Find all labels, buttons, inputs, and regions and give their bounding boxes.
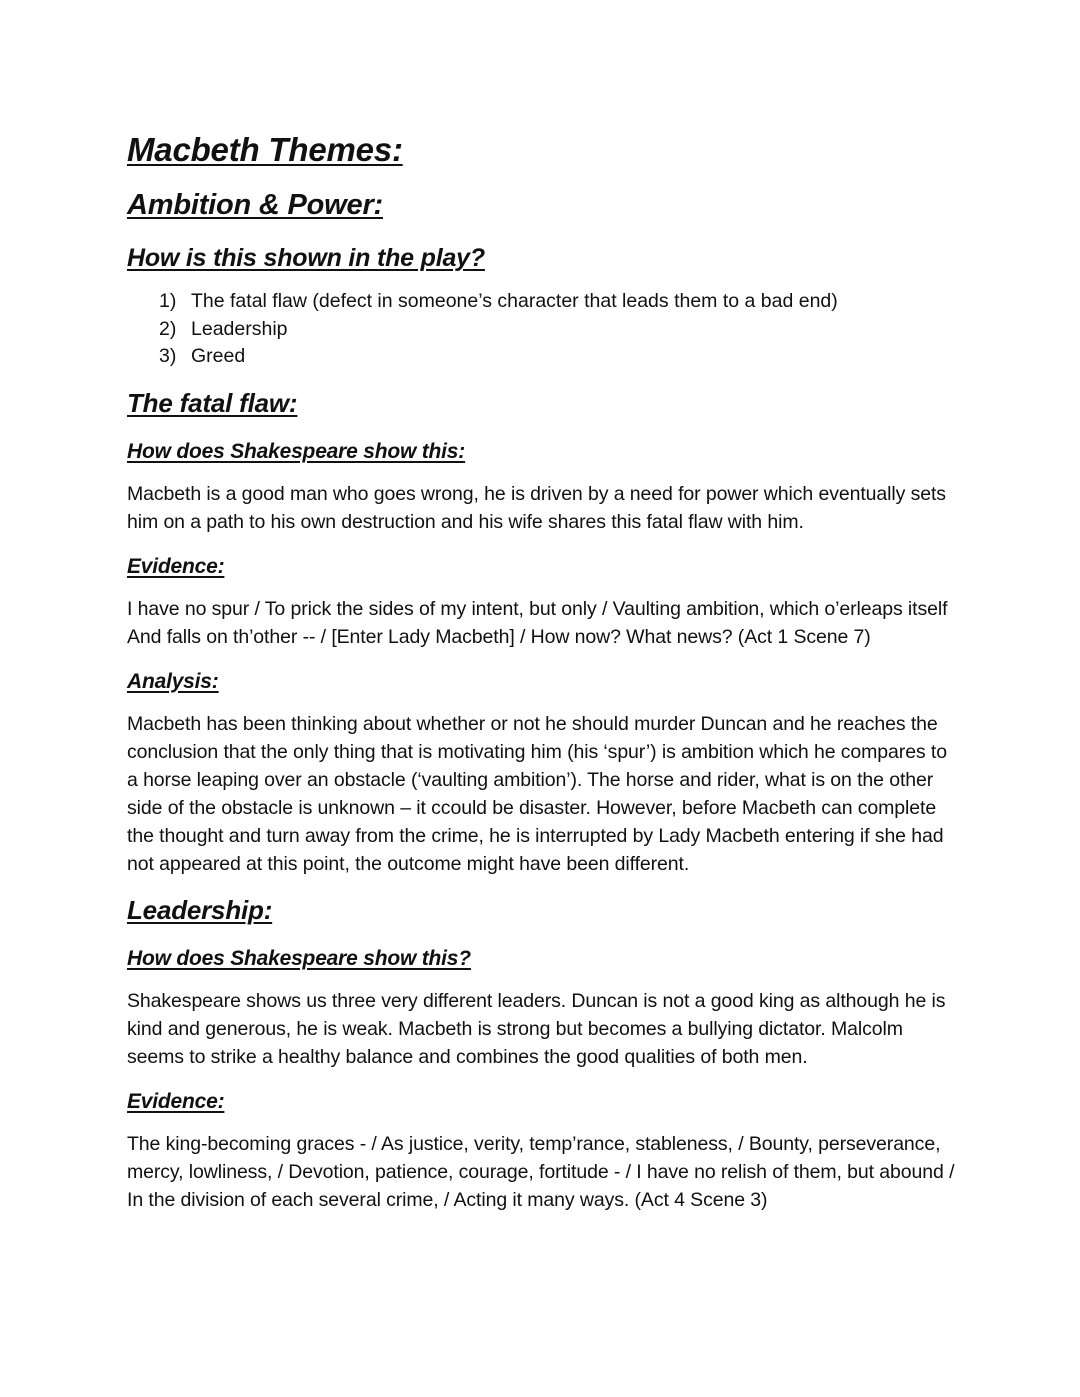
- fatal-flaw-how-heading: How does Shakespeare show this:: [127, 439, 466, 463]
- document-title: Macbeth Themes:: [127, 131, 403, 168]
- list-text: Greed: [191, 345, 246, 367]
- leadership-evidence-text: The king-becoming graces - / As justice, verity, temp’rance, stableness, / Bounty, perseverance, mercy, lowliness, / Devotion, patience, courage, fortitude - / I have no relish of them, but abound / In the division of each several crime, / Acting it many ways. (Act 4 Scene 3): [127, 1132, 955, 1211]
- question-heading: How is this shown in the play?: [127, 244, 485, 272]
- fatal-flaw-how-text: Macbeth is a good man who goes wrong, he is driven by a need for power which eventually sets him on a path to his own destruction and his wife shares this fatal flaw with him.: [127, 482, 946, 533]
- leadership-heading: Leadership:: [127, 894, 273, 925]
- fatal-flaw-evidence-heading: Evidence:: [127, 554, 225, 578]
- list-item: [159, 288, 957, 316]
- list-number: 1): [159, 290, 177, 312]
- list-text: The fatal flaw (defect in someone’s character that leads them to a bad end): [191, 290, 838, 312]
- theme-heading: Ambition & Power:: [127, 189, 383, 221]
- leadership-how-text: Shakespeare shows us three very different leaders. Duncan is not a good king as although he is kind and generous, he is weak. Macbeth is strong but becomes a bullying dictator. Malcolm seems to strike a healthy balance and combines the good qualities of both men.: [127, 989, 946, 1068]
- fatal-flaw-heading: The fatal flaw:: [127, 387, 298, 418]
- document-page: [127, 128, 957, 1214]
- list-text: Leadership: [191, 317, 288, 340]
- leadership-how-heading: How does Shakespeare show this?: [127, 946, 471, 970]
- fatal-flaw-evidence-text: I have no spur / To prick the sides of my intent, but only / Vaulting ambition, which o’erleaps itself And falls on th’other -- / [Enter Lady Macbeth] / How now? What news? (Act 1 Scene 7): [127, 597, 948, 648]
- list-number: 2): [159, 317, 177, 340]
- list-item: [159, 316, 957, 344]
- theme-list: [159, 288, 957, 371]
- list-number: 3): [159, 345, 177, 367]
- leadership-evidence-heading: Evidence:: [127, 1089, 225, 1113]
- fatal-flaw-analysis-text: Macbeth has been thinking about whether or not he should murder Duncan and he reaches the conclusion that the only thing that is motivating him (his ‘spur’) is ambition which he compares to a horse leaping over an obstacle (‘vaulting ambition’). The horse and rider, what is on the other side of the obstacle is unknown – it ccould be disaster. However, before Macbeth can complete the thought and turn away from the crime, he is interrupted by Lady Macbeth entering if she had not appeared at this point, the outcome might have been different.: [127, 712, 947, 875]
- fatal-flaw-analysis-heading: Analysis:: [127, 669, 219, 693]
- list-item: [159, 343, 957, 371]
